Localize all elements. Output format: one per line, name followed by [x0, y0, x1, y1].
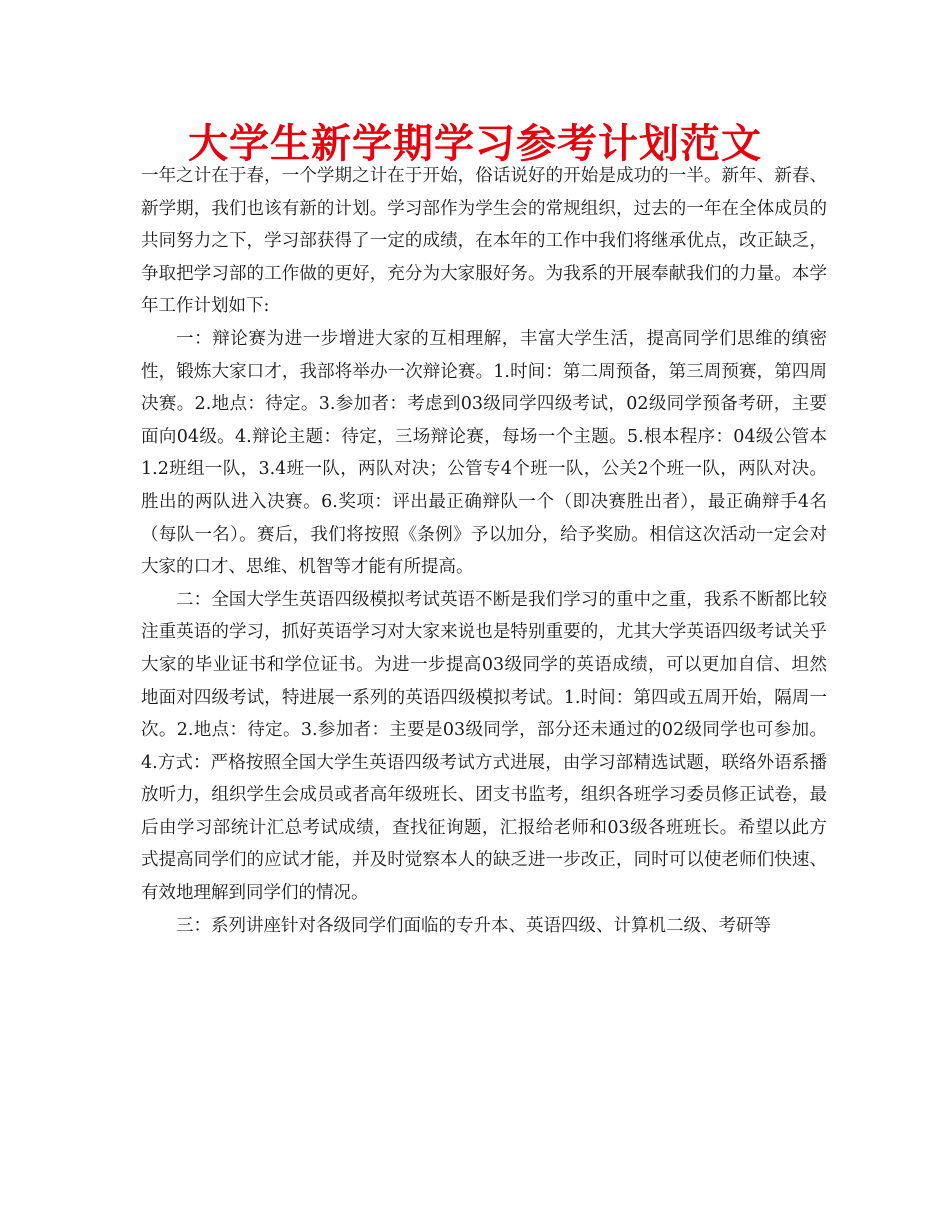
document-body	[141, 160, 827, 942]
paragraph-cet4-mock-exam: 二：全国大学生英语四级模拟考试英语不断是我们学习的重中之重，我系不断都比较注重英语的学习，抓好英语学习对大家来说也是特别重要的，尤其大学英语四级考试关乎大家的毕业证书和学位证书。为进一步提高03级同学的英语成绩，可以更加自信、坦然地面对四级考试，特进展一系列的英语四级模拟考试。1.时间：第四或五周开始，隔周一次。2.地点：待定。3.参加者：主要是03级同学，部分还未通过的02级同学也可参加。4.方式：严格按照全国大学生英语四级考试方式进展，由学习部精选试题，联络外语系播放听力，组织学生会成员或者高年级班长、团支书监考，组织各班学习委员修正试卷，最后由学习部统计汇总考试成绩，查找征询题，汇报给老师和03级各班班长。希望以此方式提高同学们的应试才能，并及时觉察本人的缺乏进一步改正，同时可以使老师们快速、有效地理解到同学们的情况。	[141, 589, 827, 904]
document-title: 大学生新学期学习参考计划范文	[188, 121, 762, 167]
paragraph-lecture-series: 三：系列讲座针对各级同学们面临的专升本、英语四级、计算机二级、考研等	[176, 915, 771, 936]
paragraph-debate: 一：辩论赛为进一步增进大家的互相理解，丰富大学生活，提高同学们思维的缜密性，锻炼大家口才，我部将举办一次辩论赛。1.时间：第二周预备，第三周预赛，第四周决赛。2.地点：待定。3.参加者：考虑到03级同学四级考试，02级同学预备考研，主要面向04级。4.辩论主题：待定，三场辩论赛，每场一个主题。5.根本程序：04级公管本1.2班组一队，3.4班一队，两队对决；公管专4个班一队，公关2个班一队，两队对决。胜出的两队进入决赛。6.奖项：评出最正确辩队一个（即决赛胜出者），最正确辩手4名（每队一名）。赛后，我们将按照《条例》予以加分，给予奖励。相信这次活动一定会对大家的口才、思维、机智等才能有所提高。	[141, 328, 827, 578]
paragraph-intro: 一年之计在于春，一个学期之计在于开始，俗话说好的开始是成功的一半。新年、新春、新学期，我们也该有新的计划。学习部作为学生会的常规组织，过去的一年在全体成员的共同努力之下，学习部获得了一定的成绩，在本年的工作中我们将继承优点，改正缺乏，争取把学习部的工作做的更好，充分为大家服好务。为我系的开展奉献我们的力量。本学年工作计划如下:	[141, 166, 827, 317]
